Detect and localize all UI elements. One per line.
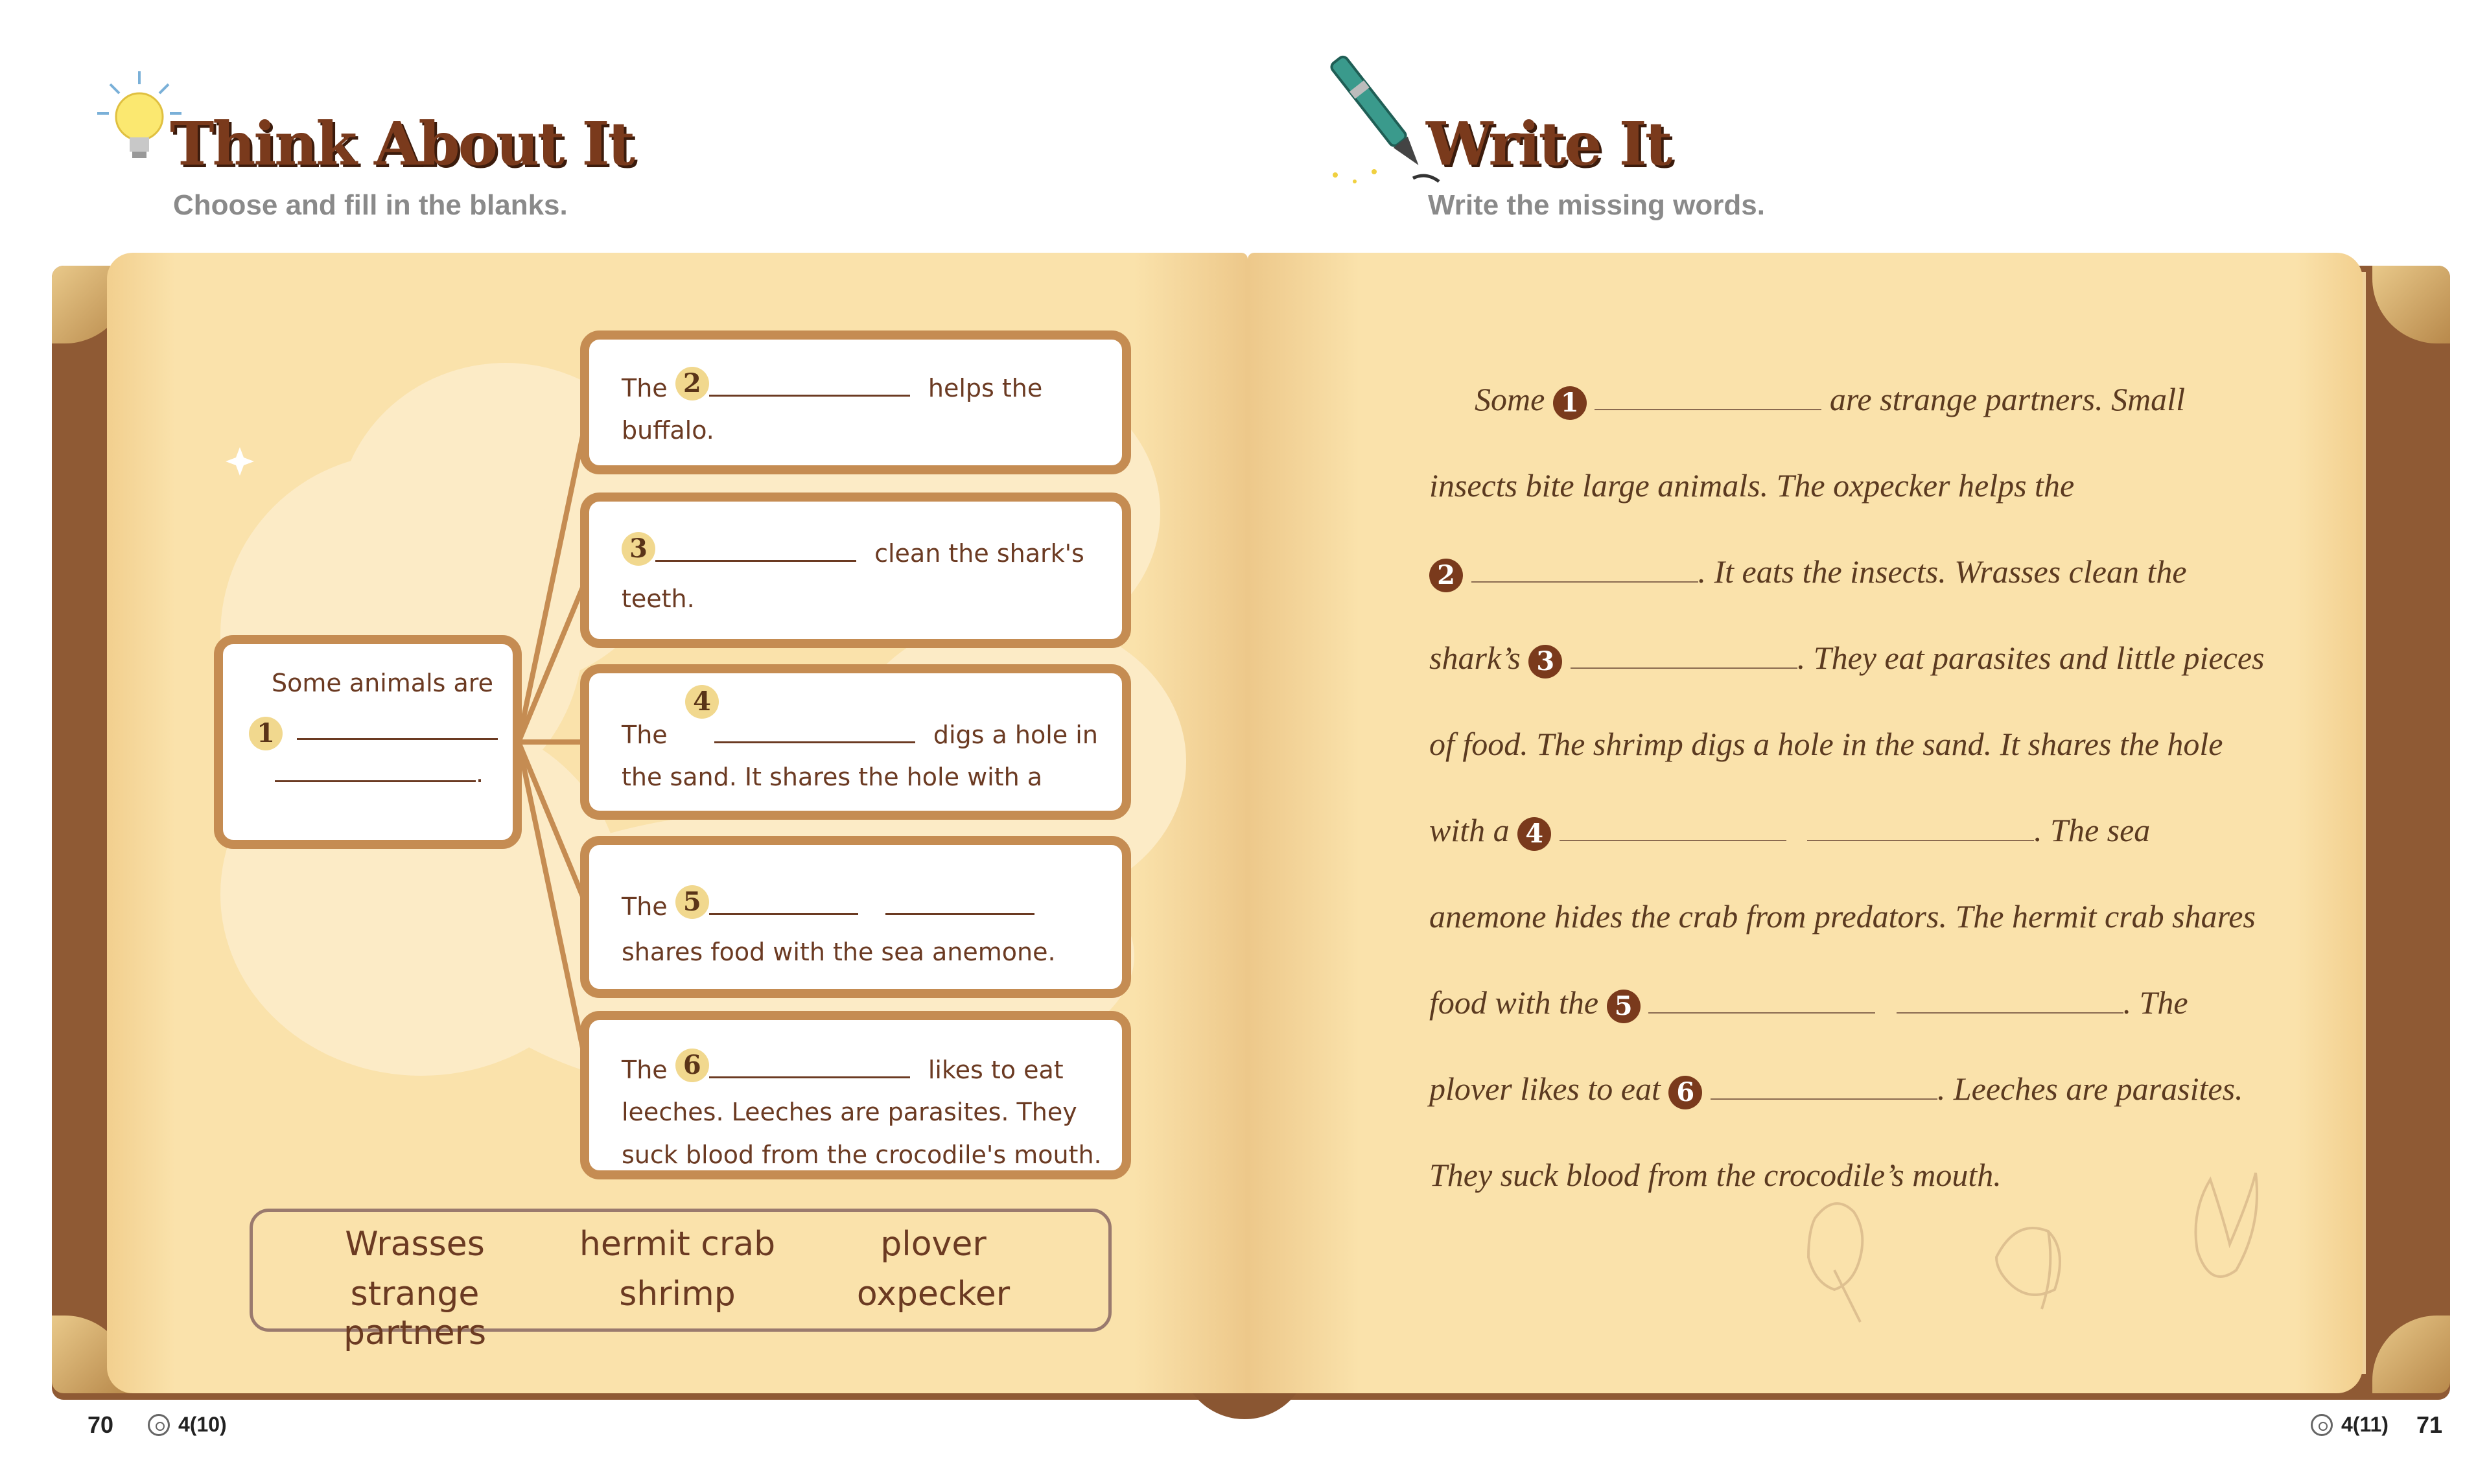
box-text: helps the [928, 374, 1043, 402]
answer-blank[interactable] [1595, 387, 1821, 410]
answer-blank[interactable] [1897, 990, 2123, 1014]
number-badge: 2 [675, 367, 709, 400]
box-text: leeches. Leeches are parasites. They [622, 1098, 1077, 1126]
answer-blank[interactable] [709, 371, 910, 397]
cd-track-icon [148, 1414, 170, 1436]
answer-blank[interactable] [1807, 818, 2034, 841]
box-text: suck blood from the crocodile's mouth. [622, 1141, 1102, 1169]
passage-line: They suck blood from the crocodile’s mouth. [1429, 1157, 2002, 1193]
fill-box-4 [580, 664, 1131, 820]
passage-line: anemone hides the crab from predators. The hermit crab shares [1429, 898, 2256, 934]
box-text: shares food with the sea anemone. [622, 938, 1056, 966]
fill-box-2 [580, 330, 1131, 474]
word-bank-item: Wrasses [345, 1225, 485, 1264]
box-text: the sand. It shares the hole with a [622, 763, 1043, 791]
answer-blank[interactable] [709, 1053, 910, 1078]
think-instruction: Choose and fill in the blanks. [173, 189, 568, 221]
word-bank-item: oxpecker [856, 1275, 1011, 1314]
answer-blank[interactable] [1560, 818, 1786, 841]
animal-sketches-illustration [1789, 1166, 2308, 1361]
number-badge: 5 [675, 885, 709, 919]
answer-blank[interactable] [1711, 1076, 1937, 1100]
box-text: clean the shark's [874, 539, 1084, 568]
number-badge: 2 [1429, 559, 1463, 592]
number-badge: 3 [622, 532, 655, 566]
answer-blank[interactable] [275, 757, 476, 782]
word-bank-item: strange partners [343, 1275, 487, 1352]
answer-blank[interactable] [1648, 990, 1875, 1014]
number-badge: 4 [1517, 817, 1551, 851]
passage-line: Some 1 are strange partners. Small [1475, 356, 2185, 443]
answer-blank[interactable] [714, 718, 915, 743]
track-number-right: 4(11) [2341, 1413, 2389, 1436]
number-badge: 4 [685, 685, 719, 719]
page-number-right: 71 [2416, 1411, 2443, 1438]
page-number-left: 70 [88, 1411, 114, 1438]
passage-line: 2 . It eats the insects. Wrasses clean the [1429, 529, 2187, 615]
word-bank-item: plover [880, 1225, 987, 1264]
answer-blank[interactable] [885, 890, 1034, 915]
box-prefix: The [622, 374, 668, 402]
box-prefix: The [622, 892, 668, 921]
write-it-heading: Write It [1426, 109, 1671, 179]
word-bank [250, 1209, 1112, 1352]
fill-box-6 [580, 1011, 1131, 1179]
answer-blank[interactable] [1571, 645, 1797, 669]
passage-line: food with the 5 . The [1429, 960, 2188, 1046]
center-box: Some animals are 1 . [214, 635, 522, 849]
answer-blank[interactable] [655, 537, 856, 562]
passage-line: plover likes to eat 6 . Leeches are parasites. [1429, 1046, 2243, 1132]
think-about-it-heading: Think About It [170, 109, 633, 179]
box-text: digs a hole in [933, 721, 1098, 749]
word-bank-item: hermit crab [579, 1225, 776, 1264]
center-box-text: Some animals are [272, 669, 493, 697]
answer-blank[interactable] [709, 890, 858, 915]
fill-box-5 [580, 836, 1131, 998]
box-text: teeth. [622, 585, 695, 613]
number-badge: 3 [1528, 645, 1562, 678]
number-badge: 5 [1607, 990, 1641, 1023]
fill-box-3 [580, 493, 1131, 648]
box-prefix: The [622, 1056, 668, 1084]
box-text: buffalo. [622, 416, 714, 445]
number-badge: 1 [1553, 386, 1587, 420]
passage-line: with a 4 . The sea [1429, 787, 2150, 874]
box-prefix: The [622, 721, 668, 749]
word-bank-item: shrimp [619, 1275, 736, 1314]
number-badge: 6 [675, 1049, 709, 1082]
cd-track-icon [2311, 1414, 2333, 1436]
write-instruction: Write the missing words. [1428, 189, 1765, 221]
track-number-left: 4(10) [178, 1413, 227, 1436]
passage-line: of food. The shrimp digs a hole in the sand. It shares the hole [1429, 726, 2223, 762]
number-badge: 6 [1668, 1076, 1702, 1109]
passage [1429, 356, 2337, 1225]
number-badge: 1 [249, 717, 283, 750]
passage-line: shark’s 3 . They eat parasites and little pieces [1429, 615, 2264, 701]
answer-blank[interactable] [1471, 559, 1698, 583]
answer-blank[interactable] [297, 715, 498, 740]
passage-line: insects bite large animals. The oxpecker helps the [1429, 467, 2075, 504]
box-text: likes to eat [928, 1056, 1064, 1084]
